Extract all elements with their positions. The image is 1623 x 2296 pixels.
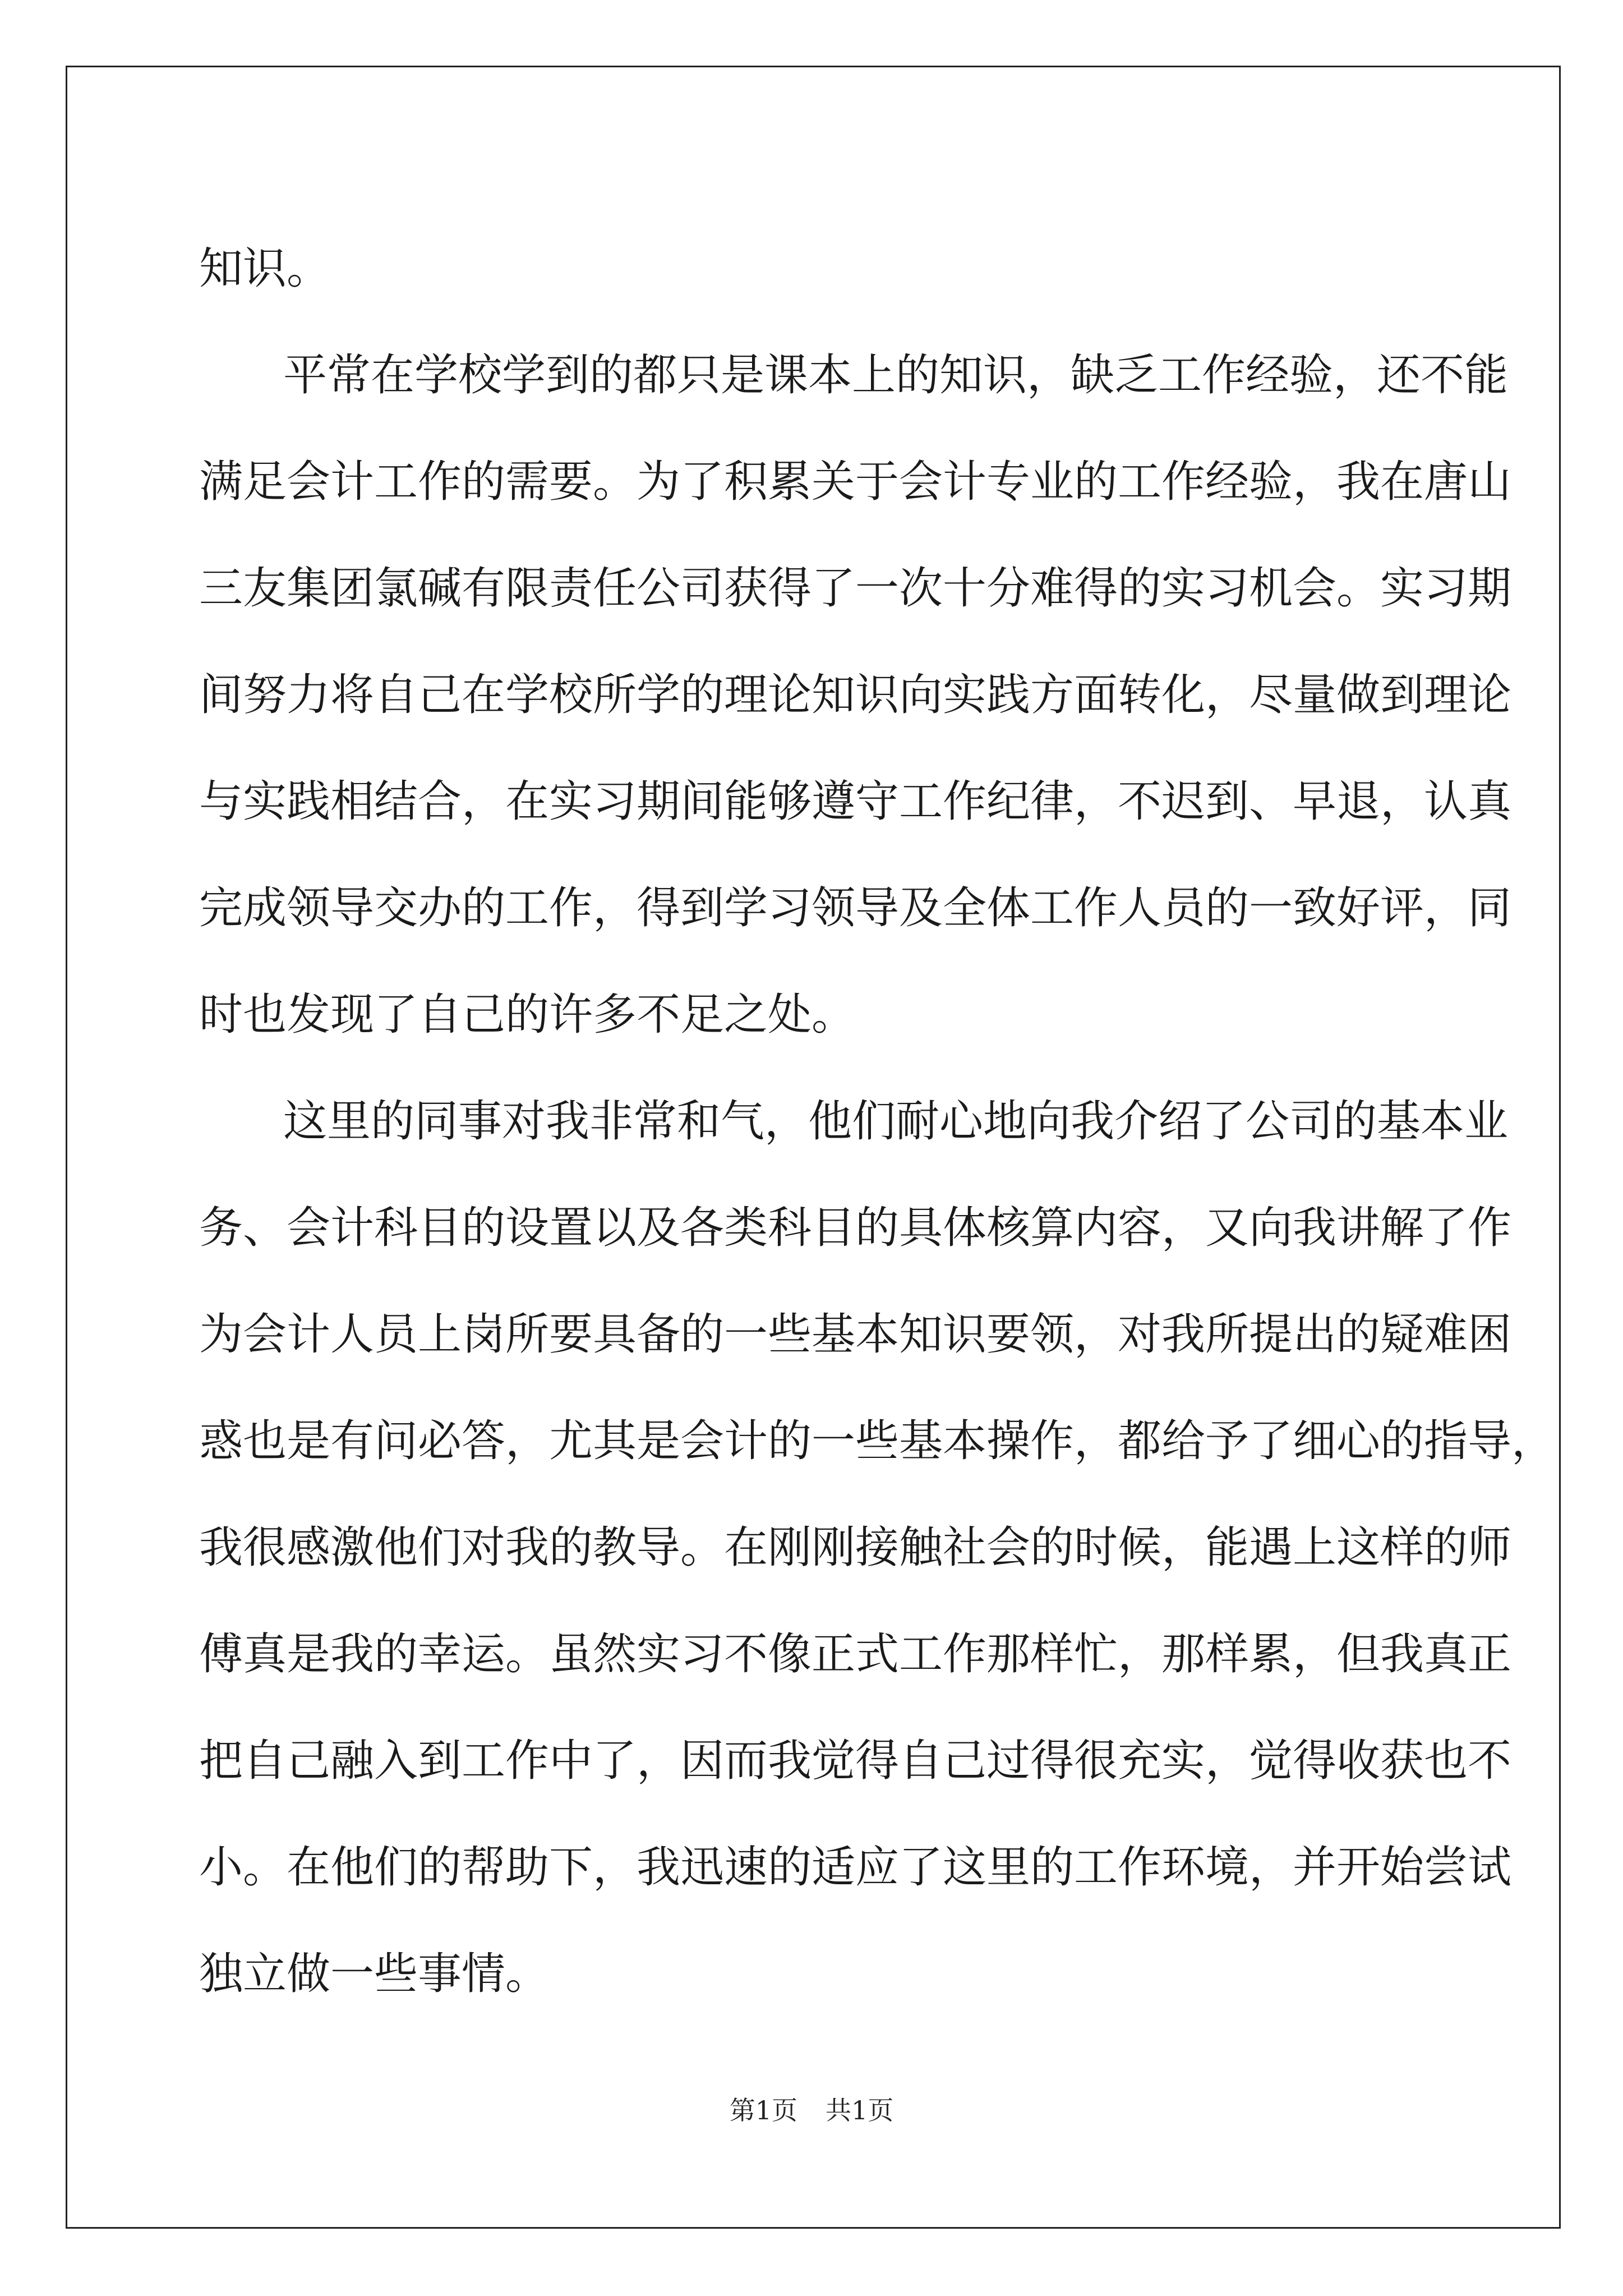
document-body bbox=[199, 215, 1556, 2027]
text-line: 我很感激他们对我的教导。在刚刚接触社会的时候，能遇上这样的师 bbox=[199, 1522, 1512, 1573]
text-line: 间努力将自己在学校所学的理论知识向实践方面转化，尽量做到理论 bbox=[199, 670, 1512, 720]
text-line: 把自己融入到工作中了，因而我觉得自己过得很充实，觉得收获也不 bbox=[199, 1736, 1512, 1786]
page-footer bbox=[0, 2093, 1623, 2127]
text-line: 知识。 bbox=[199, 243, 331, 294]
text-line: 满足会计工作的需要。为了积累关于会计专业的工作经验，我在唐山 bbox=[199, 457, 1512, 507]
text-line: 小。在他们的帮助下，我迅速的适应了这里的工作环境，并开始尝试 bbox=[199, 1842, 1512, 1893]
text-line: 时也发现了自己的许多不足之处。 bbox=[199, 990, 856, 1040]
text-line: 平常在学校学到的都只是课本上的知识，缺乏工作经验，还不能 bbox=[283, 350, 1509, 401]
text-line: 傅真是我的幸运。虽然实习不像正式工作那样忙，那样累，但我真正 bbox=[199, 1629, 1512, 1680]
text-line: 这里的同事对我非常和气，他们耐心地向我介绍了公司的基本业 bbox=[283, 1096, 1509, 1147]
text-line: 三友集团氯碱有限责任公司获得了一次十分难得的实习机会。实习期 bbox=[199, 563, 1512, 614]
text-line: 为会计人员上岗所要具备的一些基本知识要领，对我所提出的疑难困 bbox=[199, 1309, 1512, 1360]
page-number: 第1页 bbox=[729, 2095, 797, 2125]
text-line: 完成领导交办的工作，得到学习领导及全体工作人员的一致好评，同 bbox=[199, 883, 1512, 933]
page-total: 共1页 bbox=[826, 2095, 894, 2125]
text-line: 务、会计科目的设置以及各类科目的具体核算内容，又向我讲解了作 bbox=[199, 1203, 1512, 1253]
text-line: 独立做一些事情。 bbox=[199, 1949, 550, 1999]
text-line: 与实践相结合，在实习期间能够遵守工作纪律，不迟到、早退，认真 bbox=[199, 776, 1512, 827]
text-line: 惑也是有问必答，尤其是会计的一些基本操作，都给予了细心的指导， bbox=[199, 1416, 1556, 1466]
